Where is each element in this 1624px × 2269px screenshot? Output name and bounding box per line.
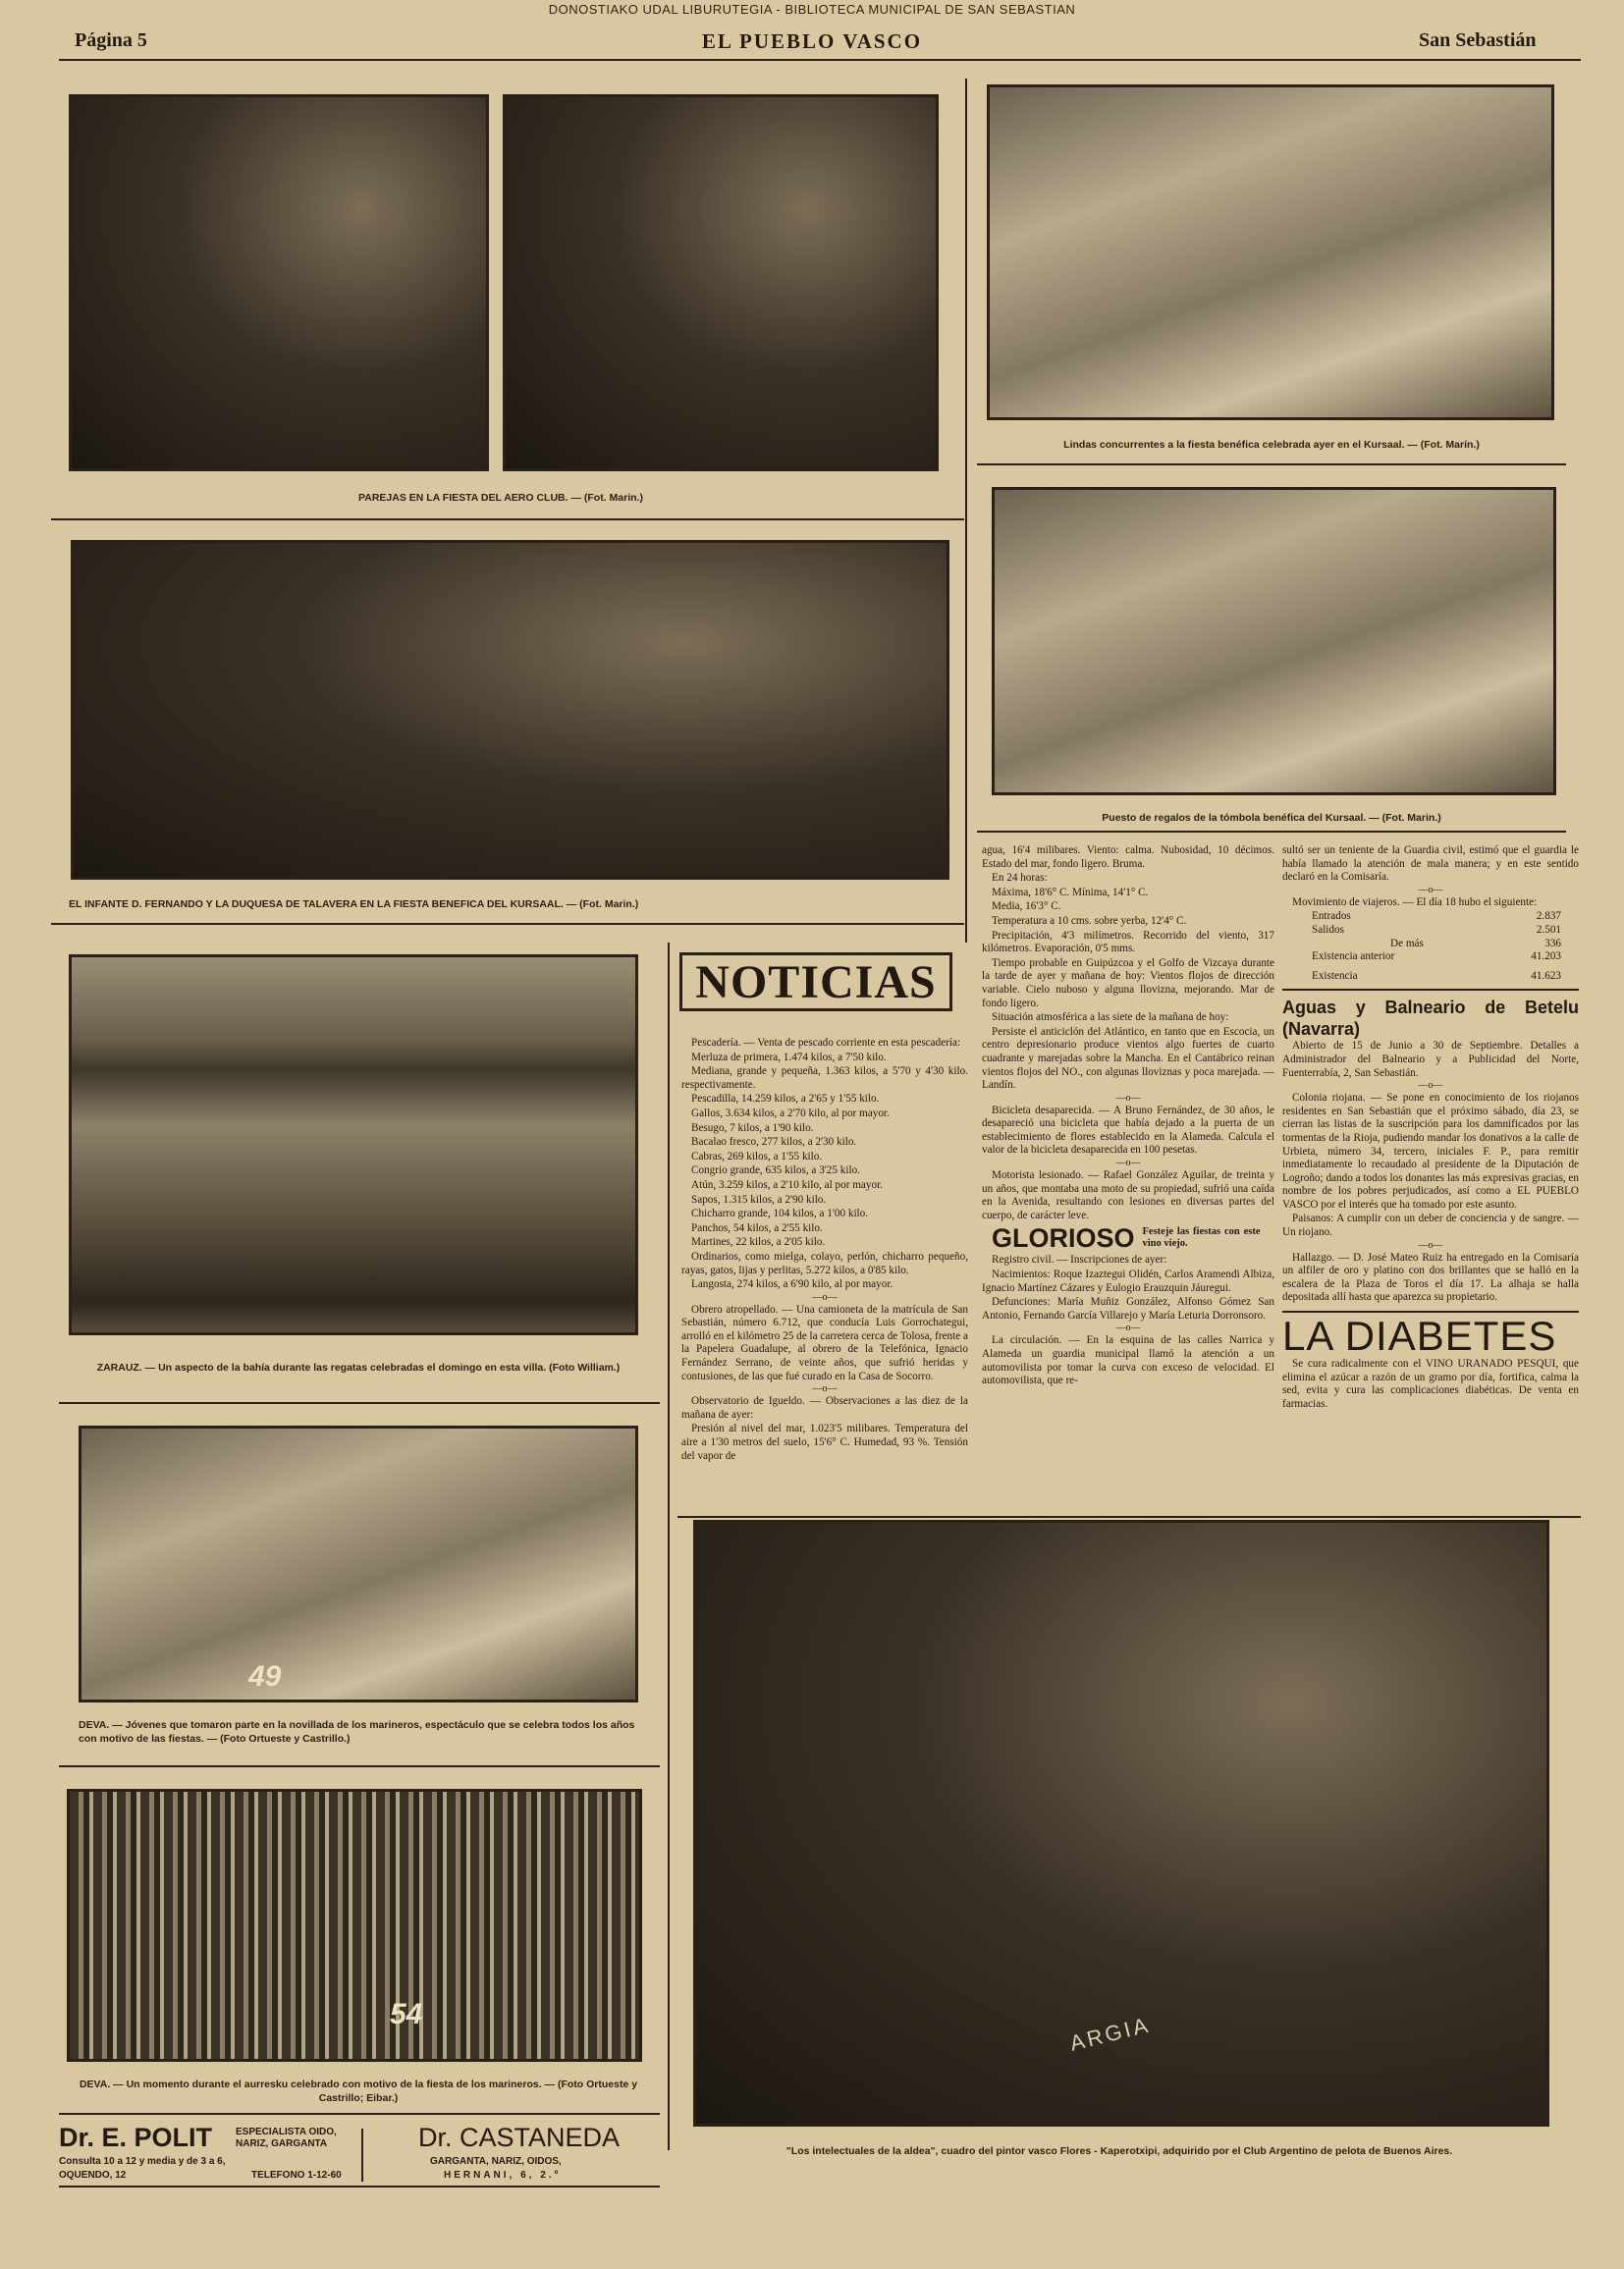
news-pescaderia-line: Atún, 3.259 kilos, a 2'10 kilo, al por mayor. (691, 1178, 883, 1191)
column-divider (668, 943, 670, 2150)
separator: —o— (1115, 1092, 1141, 1104)
news-pescaderia-line: Pescadilla, 14.259 kilos, a 2'65 y 1'55 kilo. (691, 1093, 880, 1106)
news-motorista: Motorista lesionado. — Rafael González Aguilar, de treinta y un años, que montaba una moto de su propiedad, sufrió una caída en la Avenida, resultando con lesiones en diversas partes del cuerpo, de carácter leve. (982, 1169, 1274, 1221)
row-label: Entrados (1312, 910, 1351, 923)
caption-deva-jovenes: DEVA. — Jóvenes que tomaron parte en la novillada de los marineros, espectáculo que se celebra todos los años con motivo de las fiestas. — (Foto Ortueste y Castrillo.) (79, 1719, 635, 1745)
caption-parejas: PAREJAS EN LA FIESTA DEL AERO CLUB. — (Fot. Marin.) (358, 492, 643, 504)
ad-divider (361, 2129, 363, 2182)
viajeros-row (1282, 970, 1579, 984)
ad-betelu-title: Aguas y Balneario de Betelu (Navarra) (1282, 998, 1579, 1040)
section-rule (59, 1402, 660, 1404)
section-rule (59, 1765, 660, 1767)
archive-line: DONOSTIAKO UDAL LIBURUTEGIA - BIBLIOTECA MUNICIPAL DE SAN SEBASTIAN (548, 2, 1076, 17)
row-value: 336 (1544, 937, 1561, 949)
row-label: Salidos (1312, 923, 1344, 936)
photo-painting-intelectuales (693, 1520, 1549, 2127)
ad-castaneda-address: HERNANI, 6, 2.º (444, 2170, 562, 2181)
viajeros-row (1282, 938, 1579, 951)
ad-glorioso-sub: Festeje las fiestas con este vino viejo. (1142, 1226, 1261, 1250)
ad-betelu-text: Abierto de 15 de Junio a 30 de Septiembre. Detalles a Administrador del Balneario y a Publicidad del Norte, Fuenterrabía, 2, San Sebastián. (1282, 1040, 1579, 1079)
news-pescaderia-line: Besugo, 7 kilos, a 1'90 kilo. (691, 1121, 814, 1134)
noticias-heading: NOTICIAS (679, 952, 952, 1011)
news-obrero: Obrero atropellado. — Una camioneta de la matrícula de San Sebastián, número 6.712, que conducía Luis Gorrochategui, arrolló en el kilómetro 25 de la carretera cerca de Tolosa, frente a la Papelera Guadalupe, al obrero de la Telefónica, Ignacio Fernández Serrano, de veinte años, que sufrió heridas y contusiones, de las que fué curado en la Casa de Socorro. (681, 1303, 968, 1382)
news-media: Media, 16'3° C. (992, 900, 1061, 913)
photo-zarauz (69, 954, 638, 1335)
ad-glorioso (992, 1222, 1274, 1253)
news-observatorio: Observatorio de Igueldo. — Observaciones a las diez de la mañana de ayer: (681, 1395, 968, 1421)
section-rule (1282, 989, 1579, 991)
news-pescaderia-line: Martines, 22 kilos, a 2'05 kilo. (691, 1236, 826, 1249)
ad-diabetes-text: Se cura radicalmente con el VINO URANADO PESQUI, que elimina el azúcar a razón de un gramo por día, fortifica, calma la sed, evita y cura las complicaciones diabéticas. De venta en farmacias. (1282, 1358, 1579, 1410)
photo-lindas (987, 84, 1554, 420)
ad-polit-address: OQUENDO, 12 (59, 2170, 127, 2181)
news-agua: agua, 16'4 milibares. Viento: calma. Nubosidad, 10 décimos. Estado del mar, fondo ligero. Bruma. (982, 844, 1274, 870)
row-label: Existencia anterior (1312, 950, 1395, 963)
caption-zarauz: ZARAUZ. — Un aspecto de la bahía durante las regatas celebradas el domingo en esta villa. (Foto William.) (96, 1362, 621, 1374)
section-rule (677, 1516, 1581, 1518)
caption-infante: EL INFANTE D. FERNANDO Y LA DUQUESA DE TALAVERA EN LA FIESTA BENEFICA DEL KURSAAL. — (Fot. Marin.) (69, 898, 639, 910)
separator: —o— (1115, 1158, 1141, 1169)
ad-polit-spec: ESPECIALISTA OIDO, NARIZ, GARGANTA (236, 2127, 337, 2149)
news-temp-yerba: Temperatura a 10 cms. sobre yerba, 12'4° C. (992, 914, 1187, 927)
photo-infante (71, 540, 949, 880)
section-rule (977, 463, 1566, 465)
news-pescaderia-line: Cabras, 269 kilos, a 1'55 kilo. (691, 1150, 823, 1162)
row-value: 41.623 (1531, 969, 1561, 982)
section-rule (51, 923, 964, 925)
caption-puesto: Puesto de regalos de la tómbola benéfica del Kursaal. — (Fot. Marin.) (1102, 812, 1441, 824)
caption-lindas: Lindas concurrentes a la fiesta benéfica celebrada ayer en el Kursaal. — (Fot. Marín.) (1063, 439, 1480, 451)
caption-deva-aurresku: DEVA. — Un momento durante el aurresku celebrado con motivo de la fiesta de los marineros. — (Foto Ortueste y Castrillo; Eibar.) (79, 2079, 638, 2104)
news-circulacion: La circulación. — En la esquina de las calles Narrica y Alameda un guardia municipal llamó la atención a un automovilista por tomar la curva con exceso de velocidad. El automovilista, que re- (982, 1334, 1274, 1387)
news-24-horas: En 24 horas: (992, 872, 1048, 885)
ad-polit-phone: TELEFONO 1-12-60 (251, 2170, 342, 2181)
photo-couples-right (503, 94, 939, 471)
news-pescaderia-line: Bacalao fresco, 277 kilos, a 2'30 kilo. (691, 1136, 857, 1149)
news-nacimientos: Nacimientos: Roque Izaztegui Olidén, Carlos Aramendi Albiza, Ignacio Martínez Cázares y Eulogio Erauzquin Jáuregui. (982, 1269, 1274, 1294)
news-pescaderia-line: Gallos, 3.634 kilos, a 2'70 kilo, al por mayor. (691, 1107, 890, 1119)
separator: —o— (1418, 884, 1443, 895)
separator: —o— (812, 1291, 838, 1303)
section-rule (59, 2113, 660, 2115)
ad-castaneda-spec: GARGANTA, NARIZ, OIDOS, (430, 2156, 562, 2167)
news-pescaderia-line: Ordinarios, como mielga, colayo, perlón, chicharro pequeño, rayas, gatos, lijas y perlitas, 5.272 kilos, a 0'85 kilo. (681, 1250, 968, 1276)
ad-diabetes-title: LA DIABETES (1282, 1313, 1557, 1360)
separator: —o— (1418, 1239, 1443, 1251)
news-pescaderia-line: Sapos, 1.315 kilos, a 2'90 kilo. (691, 1193, 827, 1206)
news-column-1 (681, 1037, 968, 1464)
news-tiempo-probable: Tiempo probable en Guipúzcoa y el Golfo de Vizcaya durante la tarde de ayer y mañana de hoy: Vientos flojos de dirección variable. Cielo nuboso y alguna llovizna, mejorando. Mar de fondo ligero. (982, 956, 1274, 1009)
news-maxima: Máxima, 18'6° C. Mínima, 14'1° C. (992, 886, 1149, 898)
news-paisanos: Paisanos: A cumplir con un deber de conciencia y de sangre. — Un riojano. (1282, 1213, 1579, 1239)
section-rule (59, 2186, 660, 2188)
photo-deva-aurresku (67, 1789, 642, 2062)
news-bicicleta: Bicicleta desaparecida. — A Bruno Fernández, de 30 años, le desapareció una bicicleta que había dejado a la puerta de un establecimiento de flores establecido en la Alameda. Calcula el valor de la bicicleta desaparecida en 100 pesetas. (982, 1104, 1274, 1157)
news-defunciones: Defunciones: María Muñiz González, Alfonso Gómez San Antonio, Fernando García Villarejo y María Leturia Dorronsoro. (982, 1296, 1274, 1322)
section-rule (51, 518, 964, 520)
news-hallazgo: Hallazgo. — D. José Mateo Ruiz ha entregado en la Comisaría un alfiler de oro y platino con dos brillantes que se halló en la escalera de la Plaza de Toros el día 17. La alhaja se halla depositada allí hasta que aparezca su propietario. (1282, 1251, 1579, 1304)
photo-number: 54 (390, 1998, 423, 2030)
ad-polit-hours: Consulta 10 a 12 y media y de 3 a 6, (59, 2156, 226, 2167)
header-rule (59, 59, 1581, 61)
photo-couples-left (69, 94, 489, 471)
news-precipitacion: Precipitación, 4'3 milímetros. Recorrido del viento, 317 kilómetros. Evaporación, 0'5 mms. (982, 929, 1274, 955)
row-label: Existencia (1312, 969, 1358, 982)
painting-newspaper-label: ARGIA (1067, 2012, 1154, 2056)
viajeros-row (1282, 950, 1579, 964)
news-colonia: Colonia riojana. — Se pone en conocimiento de los riojanos residentes en San Sebastián que el próximo sábado, día 23, se cierran las listas de la suscripción para los damnificados por las tormentas de la Rioja, pudiendo mandar los donativos a la calle de Urbieta, número 34, tercero, iniciales F. P., para remitir inmediatamente lo recaudado al presidente de la Diputación de Logroño; dando a todos los donantes las más expresivas gracias, en nombre de los pobres perjudicados, así como a EL PUEBLO VASCO por el interés que ha tomado por este asunto. (1282, 1092, 1579, 1211)
row-value: 2.501 (1536, 923, 1561, 936)
news-registro: Registro civil. — Inscripciones de ayer: (992, 1254, 1167, 1267)
news-pescaderia-line: Mediana, grande y pequeña, 1.363 kilos, a 5'70 y 4'30 kilo. respectivamente. (681, 1065, 968, 1091)
row-value: 2.837 (1536, 910, 1561, 923)
photo-number: 49 (248, 1660, 282, 1693)
news-sulto: sultó ser un teniente de la Guardia civil, estimó que el guardia le había llamado la atención de mala manera; y en este sentido declaró en la Comisaría. (1282, 844, 1579, 884)
news-pescaderia-line: Chicharro grande, 104 kilos, a 1'00 kilo. (691, 1208, 869, 1220)
separator: —o— (1115, 1323, 1141, 1334)
section-rule (977, 831, 1566, 833)
news-pescaderia-line: Merluza de primera, 1.474 kilos, a 7'50 kilo. (691, 1051, 887, 1063)
page-number: Página 5 (75, 29, 147, 51)
row-value: 41.203 (1531, 950, 1561, 963)
row-label: De más (1390, 937, 1424, 949)
news-persiste: Persiste el anticiclón del Atlántico, en tanto que en Escocia, un centro depresionario produce vientos algo fuertes de cuarto cuadrante y marejadas sobre la Mancha. En el Cantábrico reinan vientos flojos del NO., con algunas lloviznas y poca marejada. — Landín. (982, 1025, 1274, 1092)
newspaper-title: EL PUEBLO VASCO (701, 29, 923, 53)
news-viajeros: Movimiento de viajeros. — El día 18 hubo el siguiente: (1292, 895, 1538, 908)
viajeros-row (1282, 924, 1579, 938)
news-pescaderia-line: Langosta, 274 kilos, a 6'90 kilo, al por mayor. (691, 1278, 893, 1291)
ad-polit-name: Dr. E. POLIT (59, 2123, 213, 2152)
separator: —o— (1418, 1080, 1443, 1092)
column-divider (965, 79, 967, 943)
city-name: San Sebastián (1419, 29, 1537, 51)
news-presion: Presión al nivel del mar, 1.023'5 milibares. Temperatura del aire a 1'30 metros del suelo, 15'6° C. Humedad, 93 %. Tensión del vapor de (681, 1423, 968, 1462)
news-column-3 (1282, 844, 1579, 1412)
news-column-2 (982, 844, 1274, 1389)
news-pescaderia-line: Panchos, 54 kilos, a 2'55 kilo. (691, 1221, 823, 1234)
news-pescaderia-intro: Pescadería. — Venta de pescado corriente en esta pescadería: (691, 1037, 961, 1049)
ad-glorioso-title: GLORIOSO (992, 1222, 1135, 1253)
separator: —o— (812, 1383, 838, 1395)
ad-castaneda-name: Dr. CASTANEDA (418, 2123, 621, 2152)
news-pescaderia-line: Congrio grande, 635 kilos, a 3'25 kilo. (691, 1164, 860, 1177)
caption-intelectuales: "Los intelectuales de la aldea", cuadro del pintor vasco Flores - Kaperotxipi, adquirido por el Club Argentino de pelota de Buenos Aires. (785, 2145, 1453, 2157)
photo-puesto (992, 487, 1556, 795)
news-situacion: Situación atmosférica a las siete de la mañana de hoy: (992, 1011, 1229, 1024)
photo-deva-jovenes (79, 1426, 638, 1702)
viajeros-row (1282, 910, 1579, 924)
